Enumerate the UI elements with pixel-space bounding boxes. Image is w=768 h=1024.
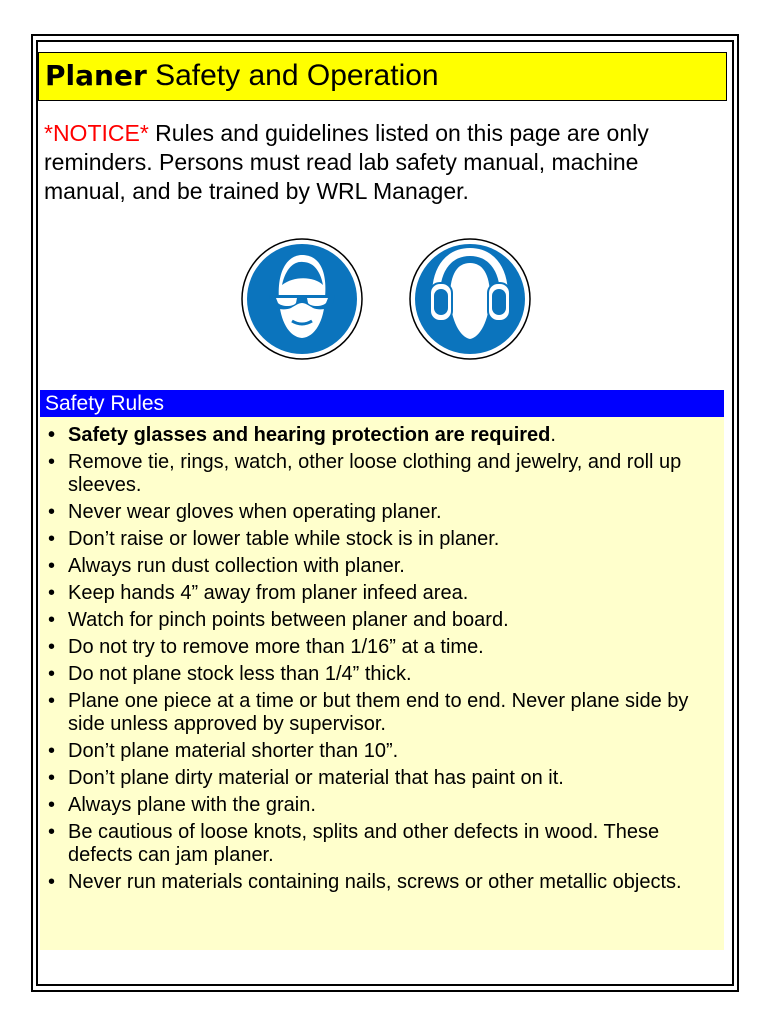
safety-rules-list: [40, 417, 724, 894]
safety-rules-panel: [40, 417, 724, 950]
rule-item: • Keep hands 4” away from planer infeed area.: [40, 582, 724, 605]
ppe-signs: [240, 237, 532, 361]
rule-item: • Do not plane stock less than 1/4” thick.: [40, 663, 724, 686]
rule-item: • Don’t raise or lower table while stock is in planer.: [40, 528, 724, 551]
rule-item: • Be cautious of loose knots, splits and other defects in wood. These defects can jam planer.: [40, 821, 724, 867]
rule-item: • Do not try to remove more than 1/16” at a time.: [40, 636, 724, 659]
safety-rules-header: Safety Rules: [40, 390, 724, 417]
rule-text: Safety glasses and hearing protection are required: [68, 424, 551, 446]
rule-item: • Never wear gloves when operating planer.: [40, 501, 724, 524]
rule-item: • Don’t plane dirty material or material that has paint on it.: [40, 767, 724, 790]
safety-glasses-sign-icon: [240, 237, 364, 361]
rule-item: • Never run materials containing nails, screws or other metallic objects.: [40, 871, 724, 894]
notice-paragraph: [44, 119, 724, 206]
page-title: [38, 52, 727, 101]
ear-muffs-sign-icon: [408, 237, 532, 361]
rule-suffix: .: [550, 424, 556, 446]
title-machine-name: Planer: [45, 59, 147, 92]
rule-item: • Don’t plane material shorter than 10”.: [40, 740, 724, 763]
rule-item: • Always run dust collection with planer.: [40, 555, 724, 578]
rule-item: • Plane one piece at a time or but them end to end. Never plane side by side unless approved by supervisor.: [40, 690, 724, 736]
title-rest: Safety and Operation: [146, 59, 439, 92]
notice-label: *NOTICE*: [44, 120, 149, 146]
notice-text: Rules and guidelines listed on this page are only reminders. Persons must read lab safety manual, machine manual, and be trained by WRL Manager.: [44, 120, 649, 204]
rule-item: • Remove tie, rings, watch, other loose clothing and jewelry, and roll up sleeves.: [40, 451, 724, 497]
rule-item: • Watch for pinch points between planer and board.: [40, 609, 724, 632]
rule-item: [40, 424, 724, 447]
rule-item: • Always plane with the grain.: [40, 794, 724, 817]
